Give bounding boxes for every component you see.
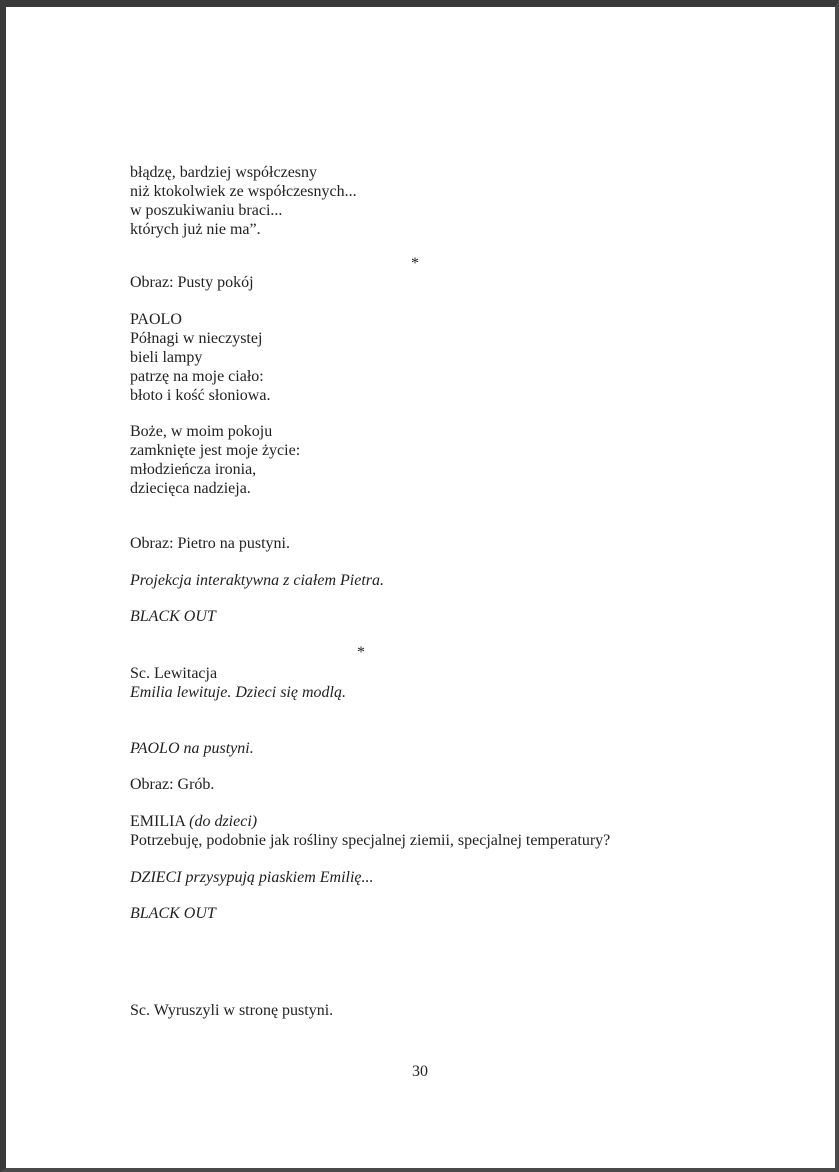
character-name: EMILIA (130, 813, 186, 830)
character-name: PAOLO (130, 311, 182, 328)
speaker-line (130, 812, 257, 831)
blackout-direction: BLACK OUT (130, 905, 216, 922)
stage-direction: DZIECI przysypują piaskiem Emilię... (130, 869, 374, 886)
section-separator: * (357, 644, 365, 661)
scene-heading: Sc. Lewitacja (130, 665, 218, 682)
page-number: 30 (412, 1063, 428, 1080)
poem-line: błądzę, bardziej współczesny (130, 164, 318, 181)
poem-line: w poszukiwaniu braci... (130, 202, 283, 219)
scene-heading: Obraz: Grób. (130, 776, 215, 793)
scene-heading: Obraz: Pietro na pustyni. (130, 535, 290, 552)
poem-line: których już nie ma”. (130, 221, 261, 238)
stage-direction: PAOLO na pustyni. (130, 740, 254, 757)
verse-line: bieli lampy (130, 349, 203, 366)
stage-direction: Emilia lewituje. Dzieci się modlą. (130, 684, 346, 701)
stage-direction: Projekcja interaktywna z ciałem Pietra. (130, 572, 385, 589)
verse-line: Boże, w moim pokoju (130, 423, 273, 440)
poem-line: niż ktokolwiek ze współczesnych... (130, 183, 357, 200)
verse-line: młodzieńcza ironia, (130, 461, 257, 478)
verse-line: błoto i kość słoniowa. (130, 387, 271, 404)
blackout-direction: BLACK OUT (130, 608, 216, 625)
dialogue-line: Potrzebuję, podobnie jak rośliny specjalnej ziemii, specjalnej temperatury? (130, 832, 611, 849)
verse-line: zamknięte jest moje życie: (130, 442, 301, 459)
verse-line: dziecięca nadzieja. (130, 480, 251, 497)
section-separator: * (411, 255, 419, 272)
verse-line: Półnagi w nieczystej (130, 330, 263, 347)
parenthetical: (do dzieci) (189, 813, 258, 830)
scene-heading: Obraz: Pusty pokój (130, 274, 254, 291)
scene-heading: Sc. Wyruszyli w stronę pustyni. (130, 1002, 334, 1019)
verse-line: patrzę na moje ciało: (130, 368, 264, 385)
